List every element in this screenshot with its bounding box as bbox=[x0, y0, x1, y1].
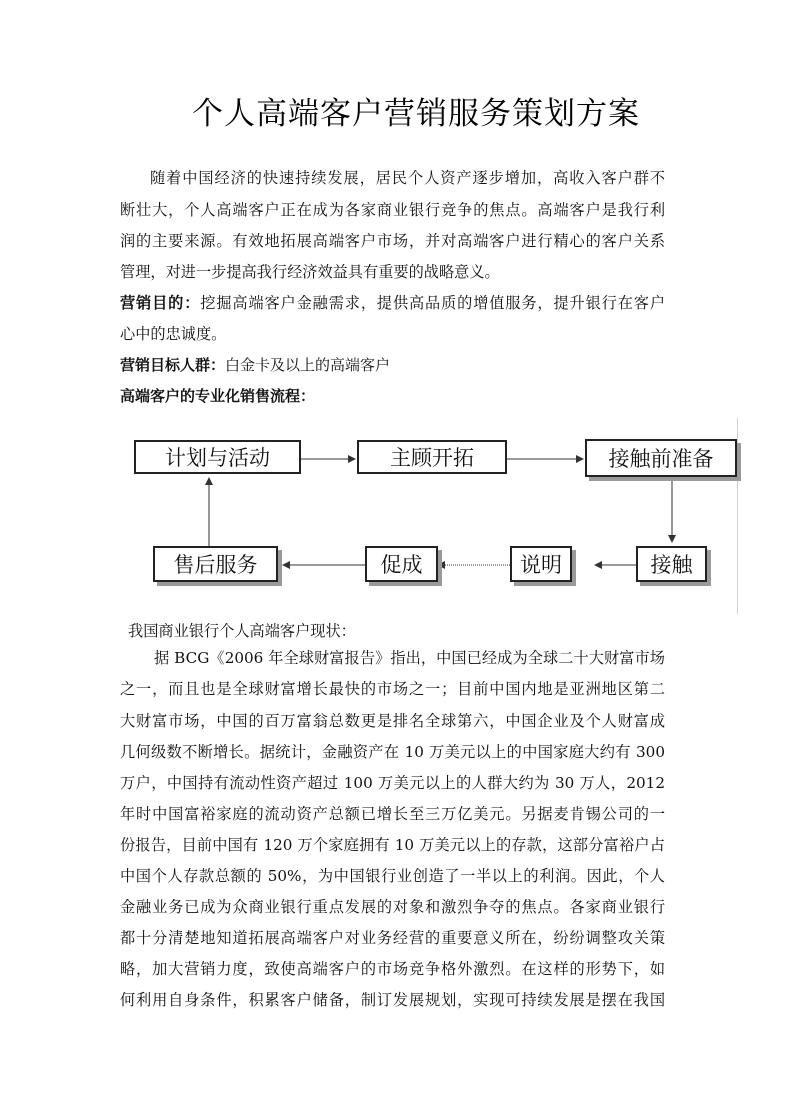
body-line-6: 年时中国富裕家庭的流动资产总额已增长至三万亿美元。另据麦肯锡公司的一 bbox=[120, 805, 665, 823]
flow-step-close: 促成 bbox=[365, 546, 438, 582]
goal-line-2: 心中的忠诚度。 bbox=[120, 325, 227, 343]
flow-step-after-service: 售后服务 bbox=[153, 546, 278, 582]
flow-step-explore: 主顾开拓 bbox=[357, 440, 507, 474]
body-line-1: 据 BCG《2006 年全球财富报告》指出，中国已经成为全球二十大财富市场 bbox=[154, 649, 665, 667]
intro-line-4: 管理，对进一步提高我行经济效益具有重要的战略意义。 bbox=[120, 263, 500, 281]
body-line-5: 万户，中国持有流动性资产超过 100 万美元以上的人群大约为 30 万人，2012 bbox=[120, 774, 665, 792]
body-line-9: 金融业务已成为众商业银行重点发展的对象和激烈争夺的焦点。各家商业银行 bbox=[120, 898, 665, 916]
flow-step-plan: 计划与活动 bbox=[134, 440, 301, 474]
body-line-12: 何利用自身条件，积累客户储备，制订发展规划，实现可持续发展是摆在我国 bbox=[120, 991, 665, 1009]
intro-line-1: 随着中国经济的快速持续发展，居民个人资产逐步增加，高收入客户群不 bbox=[150, 169, 665, 187]
flow-step-contact: 接触 bbox=[636, 546, 707, 582]
target-label: 营销目标人群： bbox=[120, 356, 226, 374]
flow-step-explain: 说明 bbox=[510, 546, 572, 582]
body-line-3: 大财富市场，中国的百万富翁总数更是排名全球第六，中国企业及个人财富成 bbox=[120, 712, 665, 730]
process-heading: 高端客户的专业化销售流程： bbox=[120, 387, 316, 405]
goal-label: 营销目的： bbox=[120, 294, 201, 312]
document-title: 个人高端客户营销服务策划方案 bbox=[192, 96, 640, 132]
intro-line-3: 润的主要来源。有效地拓展高端客户市场，并对高端客户进行精心的客户关系 bbox=[120, 232, 665, 250]
body-line-2: 之一，而且也是全球财富增长最快的市场之一；目前中国内地是亚洲地区第二 bbox=[120, 680, 665, 698]
intro-line-2: 断壮大，个人高端客户正在成为各家商业银行竞争的焦点。高端客户是我行利 bbox=[120, 201, 665, 219]
body-line-4: 几何级数不断增长。据统计，金融资产在 10 万美元以上的中国家庭大约有 300 bbox=[120, 743, 665, 761]
goal-text: 挖掘高端客户金融需求，提供高品质的增值服务，提升银行在客户 bbox=[200, 294, 666, 312]
body-line-11: 略，加大营销力度，致使高端客户的市场竞争格外激烈。在这样的形势下，如 bbox=[120, 960, 665, 978]
body-line-10: 都十分清楚地知道拓展高端客户对业务经营的重要意义所在，纷纷调整攻关策 bbox=[120, 929, 665, 947]
status-heading: 我国商业银行个人高端客户现状： bbox=[128, 622, 356, 640]
body-line-7: 份报告，目前中国有 120 万个家庭拥有 10 万美元以上的存款，这部分富裕户占 bbox=[120, 836, 665, 854]
target-text: 白金卡及以上的高端客户 bbox=[225, 356, 391, 374]
body-line-8: 中国个人存款总额的 50%，为中国银行业创造了一半以上的利润。因此，个人 bbox=[120, 867, 665, 885]
flow-step-prepare: 接触前准备 bbox=[585, 439, 737, 477]
